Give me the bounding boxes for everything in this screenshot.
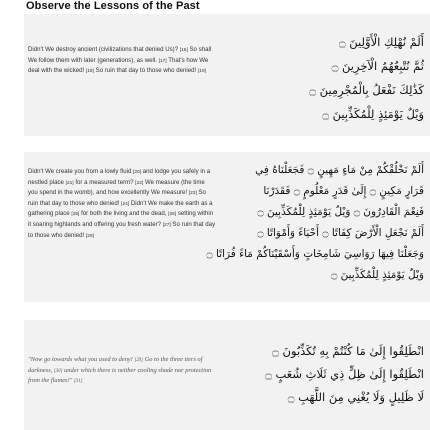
verse-number: [19] (197, 69, 206, 75)
translation-text: Didn't We create you from a lowly fluid [20] and lodge you safely in a nestled place [21] for a measured term? [22] We measure (the time you spend in the womb), and how excellently We measure! [23] So ruin that day to those who denied! [24] Didn't We make the earth as a gathering place [25] for both the living and the dead, [26] setting within it soaring highlands and offering you fresh water? [27] So ruin that day to those who denied! [28] (28, 168, 216, 239)
verse-number: [28] (85, 233, 94, 239)
arabic-text (212, 340, 424, 409)
page-heading: Observe the Lessons of the Past (26, 0, 200, 12)
verse-number: [29] (134, 358, 143, 363)
arabic-text (212, 30, 424, 126)
arabic-verse-line: وَيْلٌ يَوْمَئِذٍ لِلْمُكَذِّبِينَ ۝ (322, 107, 424, 121)
arabic-verse-line: وَجَعَلْنَا فِيهَا رَوَاسِيَ شَامِخَاتٍ وَأَسْقَيْنَاكُمْ مَاءً فُرَاتًا ۝ (206, 248, 424, 260)
arabic-verse-line: ثُمَّ نُتْبِعُهُمُ الْآخِرِينَ ۝ (331, 59, 424, 73)
arabic-text (206, 160, 424, 286)
section-verses-20-28 (24, 152, 430, 302)
verse-number: [30] (53, 368, 63, 374)
section-verses-29-31 (24, 320, 430, 430)
arabic-verse-line: قَرَارٍ مَكِينٍ ۝ إِلَىٰ قَدَرٍ مَعْلُومٍ ۝ فَقَدَرْنَا (263, 185, 424, 197)
verse-number: [23] (188, 191, 197, 197)
arabic-verse-line: أَلَمْ نَجْعَلِ الْأَرْضَ كِفَاتًا ۝ أَحْيَاءً وَأَمْوَاتًا ۝ (257, 227, 424, 239)
arabic-verse-line: فَنِعْمَ الْقَادِرُونَ ۝ وَيْلٌ يَوْمَئِذٍ لِلْمُكَذِّبِينَ ۝ (257, 206, 424, 218)
verse-number: [27] (162, 222, 171, 228)
arabic-verse-line: أَلَمْ نُهْلِكِ الْأَوَّلِينَ ۝ (338, 35, 424, 49)
arabic-verse-line: وَيْلٌ يَوْمَئِذٍ لِلْمُكَذِّبِينَ ۝ (331, 269, 424, 281)
verse-number: [21] (65, 180, 74, 186)
verse-number: [22] (135, 180, 144, 186)
arabic-verse-line: انْطَلِقُوا إِلَىٰ مَا كُنْتُمْ بِهِ تُكَذِّبُونَ ۝ (272, 344, 424, 358)
verse-number: [26] (168, 212, 177, 218)
section-verses-16-19 (24, 14, 430, 136)
arabic-verse-line: لَا ظَلِيلٍ وَلَا يُغْنِي مِنَ اللَّهَبِ ۝ (287, 390, 424, 404)
verse-number: [18] (85, 69, 94, 75)
verse-number: [24] (121, 201, 130, 207)
translation-text: Didn't We destroy ancient (civilizations that denied Us)? [16] So shall We follow them with later (generations), as well. [17] That's how We deal with the wicked! [18] So ruin that day to those who denied! [19] (28, 46, 212, 75)
verse-number: [31] (73, 379, 83, 384)
verse-number: [25] (71, 212, 80, 218)
arabic-verse-line: أَلَمْ نَخْلُقْكُمْ مِنْ مَاءٍ مَهِينٍ ۝ فَجَعَلْنَاهُ فِي (255, 164, 424, 176)
verse-number: [17] (158, 58, 167, 64)
verse-number: [20] (133, 170, 142, 175)
arabic-verse-line: كَذَٰلِكَ نَفْعَلُ بِالْمُجْرِمِينَ ۝ (309, 83, 424, 97)
translation-text: "Now go towards what you used to deny! [29] Go to the three tiers of darkness, [30] under which there is neither cooling shade nor protection from the flames!" [31] (28, 356, 212, 384)
arabic-verse-line: انْطَلِقُوا إِلَىٰ ظِلٍّ ذِي ثَلَاثِ شُعَبٍ ۝ (265, 367, 424, 381)
verse-number: [16] (179, 48, 188, 53)
